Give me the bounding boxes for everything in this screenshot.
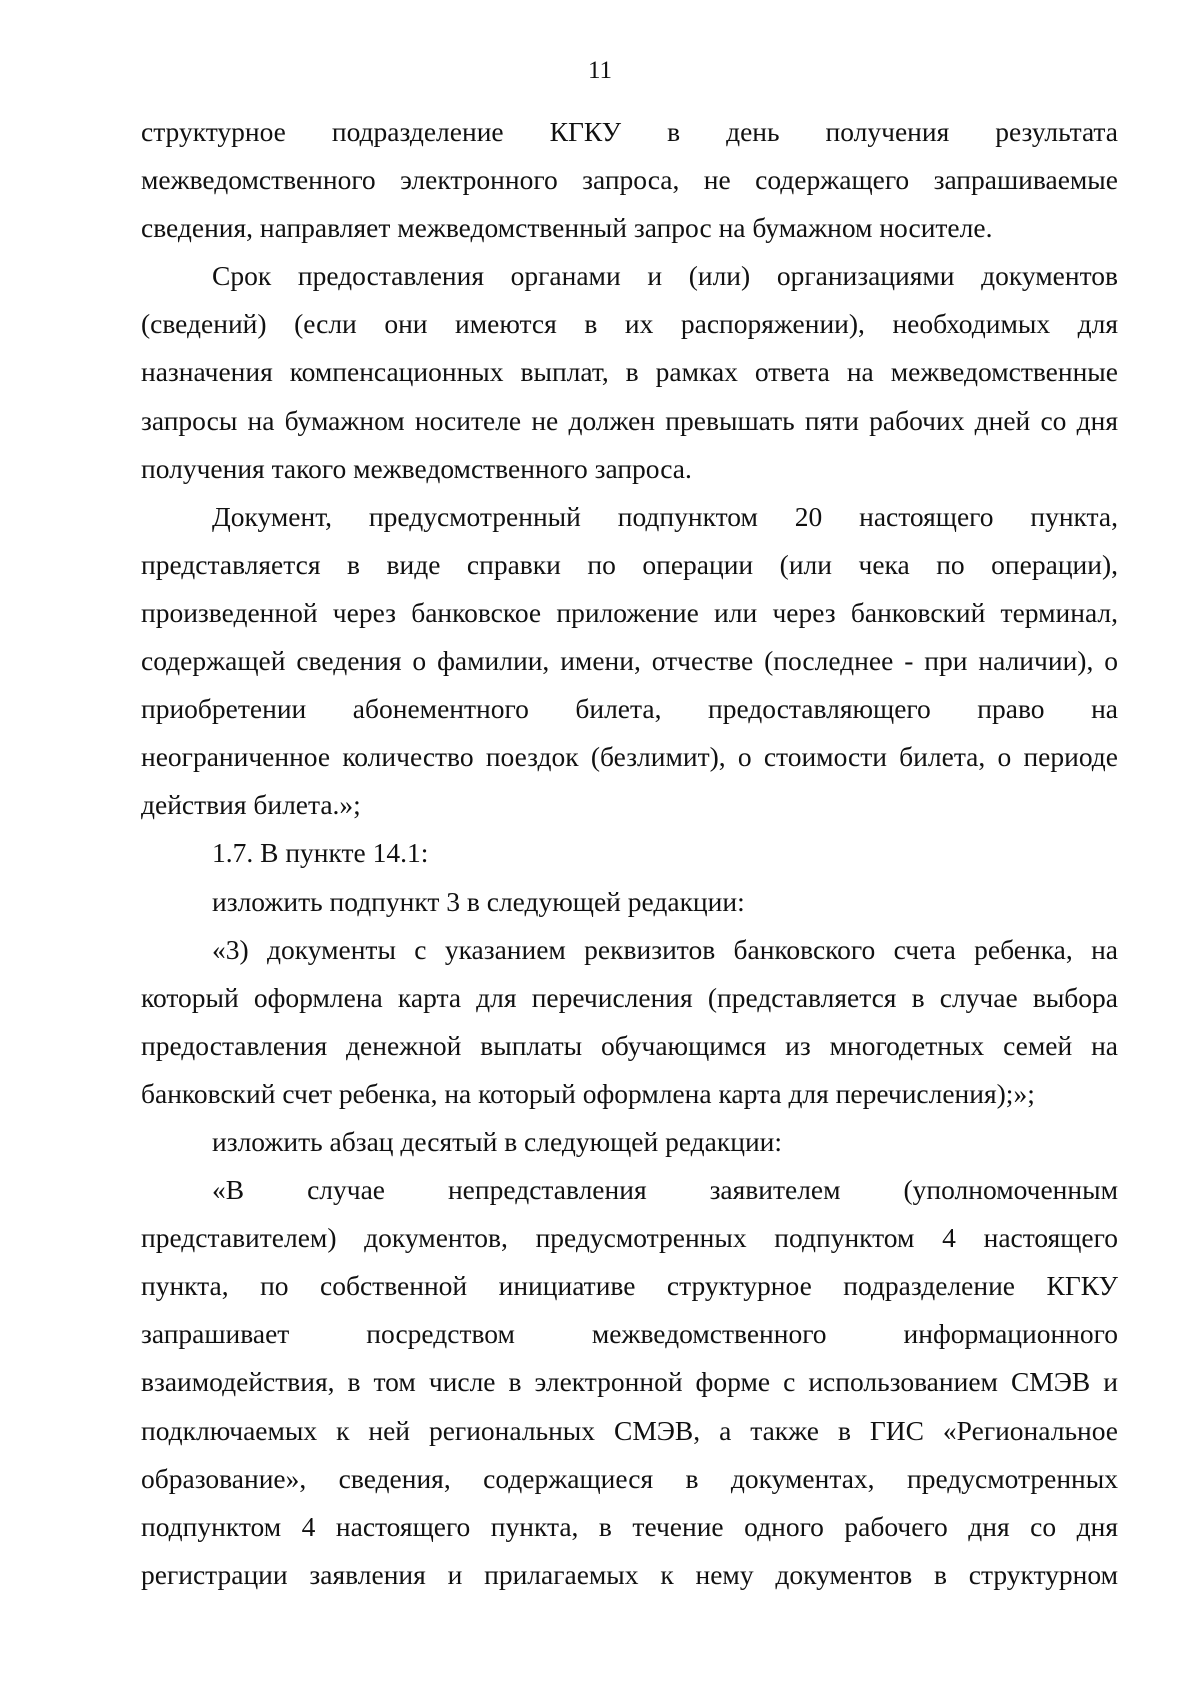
text-line: произведенной через банковское приложение или через банковский терминал,	[141, 596, 1118, 628]
text-line: 1.7. В пункте 14.1:	[212, 837, 429, 869]
text-line: запрашивает посредством межведомственного информационного	[141, 1318, 1118, 1350]
text-line: «3) документы с указанием реквизитов банковского счета ребенка, на	[212, 933, 1118, 965]
text-line: пункта, по собственной инициативе структурное подразделение КГКУ	[141, 1270, 1118, 1302]
text-line: назначения компенсационных выплат, в рамках ответа на межведомственные	[141, 356, 1118, 388]
text-line: «В случае непредставления заявителем (уполномоченным	[212, 1174, 1118, 1206]
text-line: образование», сведения, содержащиеся в документах, предусмотренных	[141, 1462, 1118, 1494]
text-line: банковский счет ребенка, на который оформлена карта для перечисления);»;	[141, 1077, 1035, 1109]
text-line: подключаемых к ней региональных СМЭВ, а также в ГИС «Региональное	[141, 1414, 1118, 1446]
text-line: изложить подпункт 3 в следующей редакции:	[212, 885, 745, 917]
text-line: представителем) документов, предусмотренных подпунктом 4 настоящего	[141, 1222, 1118, 1254]
text-line: регистрации заявления и прилагаемых к нему документов в структурном	[141, 1558, 1118, 1590]
text-line: Срок предоставления органами и (или) организациями документов	[212, 260, 1118, 292]
text-line: взаимодействия, в том числе в электронной форме с использованием СМЭВ и	[141, 1366, 1118, 1398]
text-line: структурное подразделение КГКУ в день получения результата	[141, 116, 1118, 147]
text-line: неограниченное количество поездок (безлимит), о стоимости билета, о периоде	[141, 741, 1118, 773]
text-line: получения такого межведомственного запроса.	[141, 452, 692, 484]
text-line: (сведений) (если они имеются в их распоряжении), необходимых для	[141, 308, 1118, 340]
text-line: содержащей сведения о фамилии, имени, отчестве (последнее - при наличии), о	[141, 645, 1118, 677]
page-number: 11	[587, 57, 613, 84]
text-line: Документ, предусмотренный подпунктом 20 настоящего пункта,	[212, 500, 1118, 532]
text-line: приобретении абонементного билета, предоставляющего право на	[141, 693, 1118, 725]
text-line: запросы на бумажном носителе не должен превышать пяти рабочих дней со дня	[141, 404, 1118, 436]
text-line: межведомственного электронного запроса, не содержащего запрашиваемые	[141, 164, 1118, 196]
text-line: представляется в виде справки по операции (или чека по операции),	[141, 548, 1118, 580]
document-body	[141, 108, 1118, 1599]
text-line: подпунктом 4 настоящего пункта, в течение одного рабочего дня со дня	[141, 1510, 1118, 1542]
text-line: который оформлена карта для перечисления (представляется в случае выбора	[141, 981, 1118, 1013]
text-line: действия билета.»;	[141, 789, 361, 821]
text-line: изложить абзац десятый в следующей редакции:	[212, 1125, 783, 1157]
text-line: предоставления денежной выплаты обучающимся из многодетных семей на	[141, 1029, 1118, 1061]
text-line: сведения, направляет межведомственный запрос на бумажном носителе.	[141, 212, 993, 244]
